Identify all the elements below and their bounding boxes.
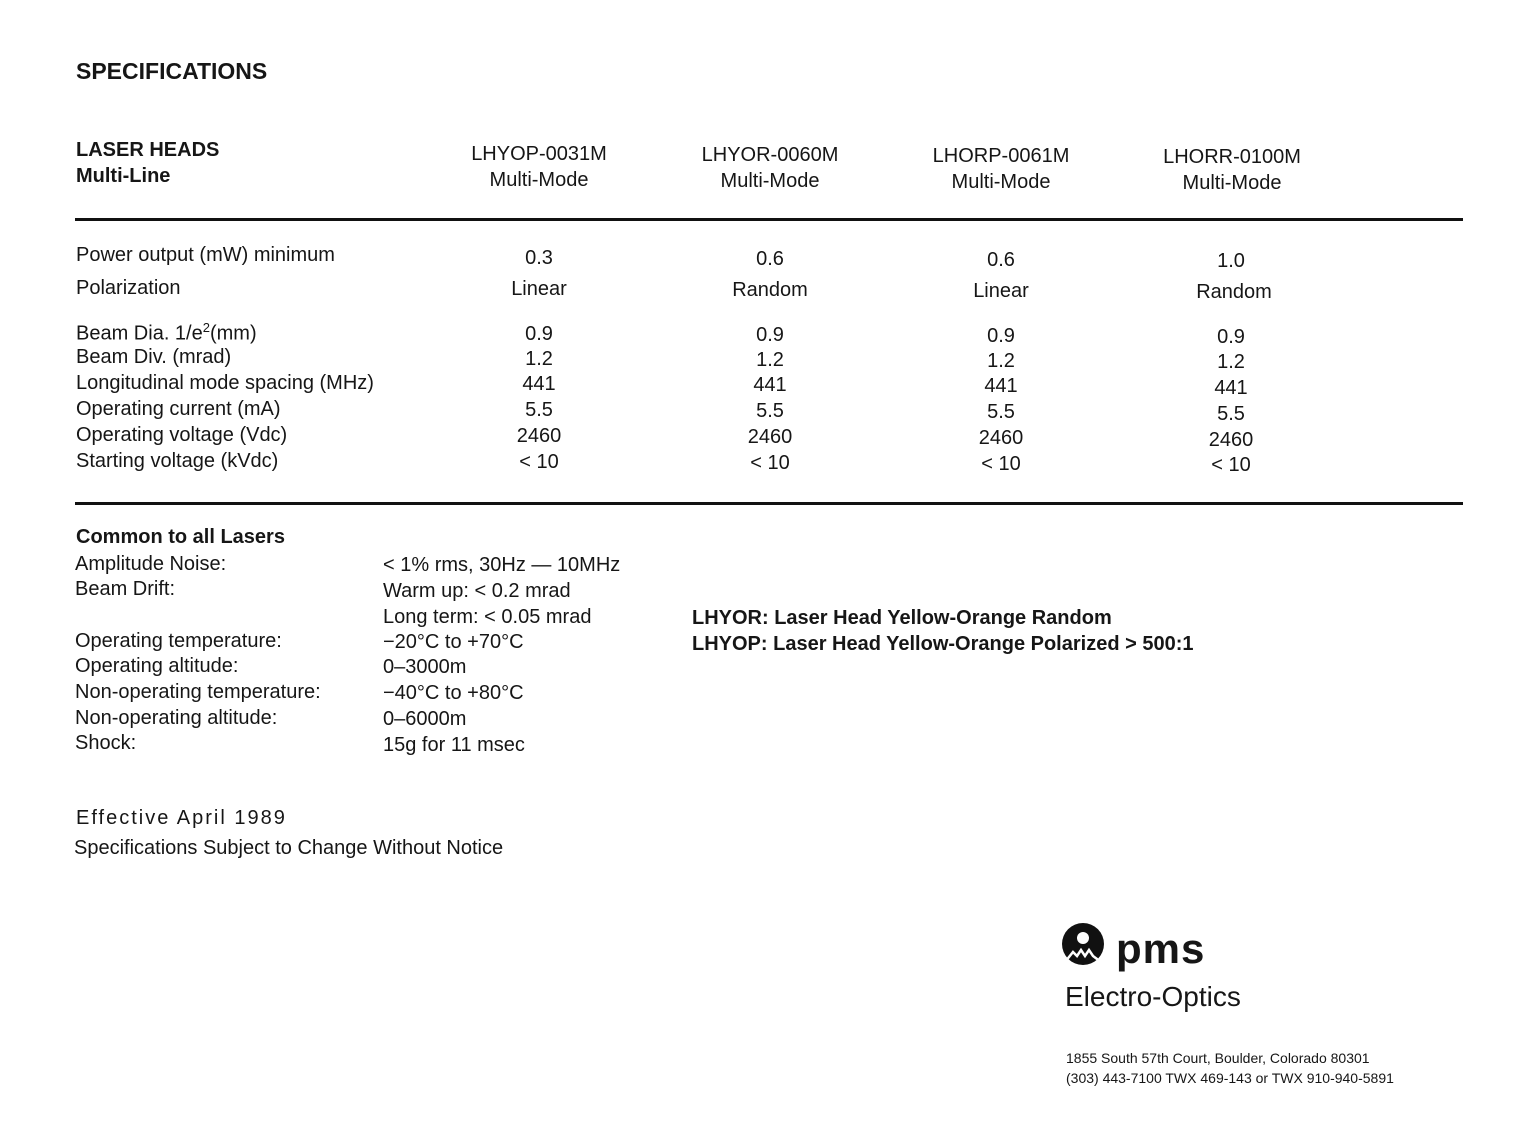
model-name: LHYOR-0060M [701,144,839,166]
cell: 441 [984,375,1018,397]
model-mode: Multi-Mode [720,170,820,192]
cell: 0.6 [987,249,1015,271]
model-name: LHORP-0061M [932,145,1070,167]
row-label-unit: (mm) [209,322,257,345]
page-title: SPECIFICATIONS [76,58,268,84]
common-value: 15g for 11 msec [383,734,525,756]
model-header-1 [439,141,639,193]
cell: 0.9 [525,323,553,345]
common-section-title: Common to all Lasers [76,526,285,548]
common-label: Non-operating temperature: [75,681,321,703]
cell: 0.3 [525,247,553,269]
effective-date: Effective April 1989 [76,807,287,829]
header-divider [75,218,1463,221]
row-label: Starting voltage (kVdc) [76,450,279,472]
pms-logo-icon [1059,922,1107,970]
model-mode: Multi-Mode [489,169,589,191]
cell: 2460 [516,425,562,447]
model-header-4 [1132,144,1332,196]
model-header-2 [670,142,870,194]
legend-line: LHYOP: Laser Head Yellow-Orange Polarized > 500:1 [692,633,1194,655]
cell: 5.5 [1217,403,1245,425]
cell: 2460 [747,426,793,448]
row-label: Operating voltage (Vdc) [76,424,288,446]
cell: 1.0 [1217,250,1245,272]
change-notice: Specifications Subject to Change Without Notice [74,837,504,859]
cell: 5.5 [987,401,1015,423]
cell: 5.5 [756,400,784,422]
cell: 1.2 [756,349,784,371]
cell: 0.9 [1217,326,1245,348]
common-value: Warm up: < 0.2 mrad [383,580,571,602]
model-header-3 [901,143,1101,195]
common-label: Amplitude Noise: [75,553,227,575]
laser-heads-label [76,137,219,189]
common-label: Beam Drift: [75,578,176,600]
company-address: 1855 South 57th Court, Boulder, Colorado 80301 [1066,1050,1370,1066]
common-label: Non-operating altitude: [75,707,278,729]
row-label-text: Beam Dia. 1/e [76,322,203,345]
cell: 2460 [1208,429,1254,451]
cell: 441 [753,374,787,396]
company-logo-text: pms [1116,925,1206,972]
common-value: < 1% rms, 30Hz — 10MHz [383,554,621,576]
common-value-continued: Long term: < 0.05 mrad [383,606,592,628]
cell: Linear [511,278,567,300]
cell: 0.9 [987,325,1015,347]
cell: 441 [1214,377,1248,399]
cell: < 10 [519,451,559,473]
cell: Random [1196,281,1272,303]
cell: 441 [522,373,556,395]
company-phone: (303) 443-7100 TWX 469-143 or TWX 910-940-5891 [1066,1070,1394,1086]
cell: 0.6 [756,248,784,270]
model-name: LHORR-0100M [1163,146,1301,168]
laser-heads-line1: LASER HEADS [76,139,220,161]
row-label [76,320,257,346]
legend-line: LHYOR: Laser Head Yellow-Orange Random [692,607,1112,629]
row-label: Beam Div. (mrad) [76,346,232,368]
cell: 2460 [978,427,1024,449]
common-value: −20°C to +70°C [383,631,524,653]
cell: 1.2 [525,348,553,370]
model-mode: Multi-Mode [951,171,1051,193]
row-label: Operating current (mA) [76,398,281,420]
cell: 1.2 [1217,351,1245,373]
row-label: Longitudinal mode spacing (MHz) [76,372,374,394]
row-label-superscript: 2 [202,320,210,335]
cell: Linear [973,280,1029,302]
cell: 5.5 [525,399,553,421]
row-label: Power output (mW) minimum [76,244,335,266]
common-value: 0–6000m [383,708,467,730]
common-label: Shock: [75,732,137,754]
row-label: Polarization [76,277,181,299]
cell: < 10 [981,453,1021,475]
company-subtitle: Electro-Optics [1065,981,1241,1012]
common-value: 0–3000m [383,656,467,678]
common-label: Operating temperature: [75,630,282,652]
common-label: Operating altitude: [75,655,239,677]
laser-heads-line2: Multi-Line [76,165,171,187]
common-value: −40°C to +80°C [383,682,524,704]
cell: 1.2 [987,350,1015,372]
cell: 0.9 [756,324,784,346]
table-divider [75,502,1463,505]
cell: < 10 [750,452,790,474]
model-name: LHYOP-0031M [471,143,607,165]
cell: Random [732,279,808,301]
cell: < 10 [1211,454,1251,476]
model-mode: Multi-Mode [1182,172,1282,194]
